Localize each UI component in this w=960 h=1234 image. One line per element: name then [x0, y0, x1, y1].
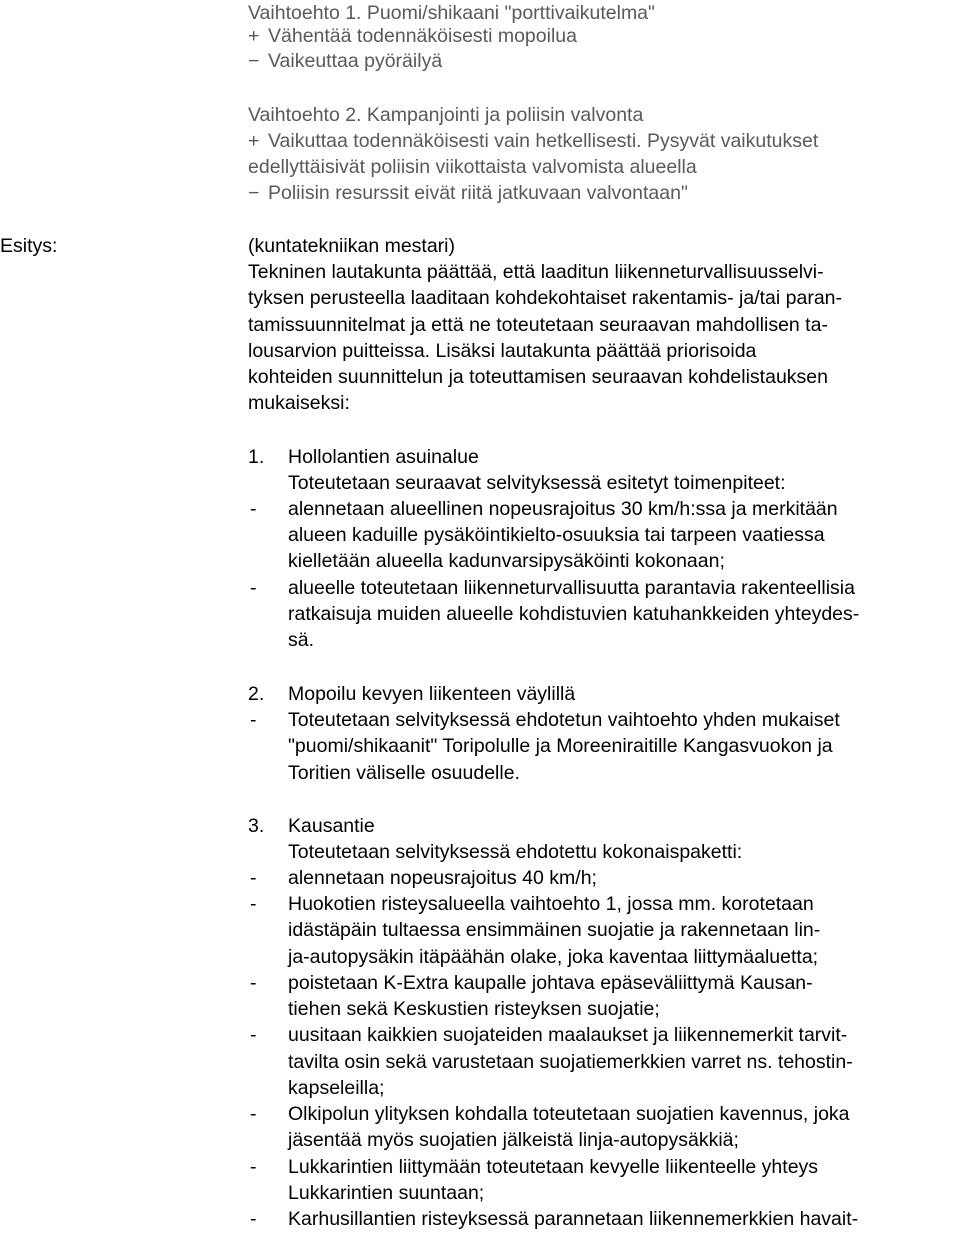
bullet-dash: -	[250, 1024, 257, 1046]
minus-icon: −	[248, 182, 260, 204]
bullet-line: Toteutetaan selvityksessä ehdotetun vaihtoehto yhden mukaiset	[288, 709, 840, 731]
item-title: Mopoilu kevyen liikenteen väylillä	[288, 683, 576, 705]
minus-icon: −	[248, 50, 260, 72]
option1-pro: + Vähentää todennäköisesti mopoilua	[248, 23, 577, 49]
bullet-line: tavilta osin sekä varustetaan suojatiemerkkien varret ns. tehostin-	[288, 1051, 853, 1073]
option2-pro: + Vaikuttaa todennäköisesti vain hetkellisesti. Pysyvät vaikutukset	[248, 128, 818, 154]
bullet-line: jäsentää myös suojatien jälkeistä linja-autopysäkkiä;	[288, 1129, 739, 1151]
bullet-line: uusitaan kaikkien suojateiden maalaukset ja liikennemerkit tarvit-	[288, 1024, 848, 1046]
bullet-line: sä.	[288, 629, 315, 651]
presenter: (kuntatekniikan mestari)	[248, 235, 455, 257]
bullet-line: kapseleilla;	[288, 1077, 385, 1099]
bullet-line: alueen kaduille pysäköintikielto-osuuksia tai tarpeen vaatiessa	[288, 524, 825, 546]
bullet-dash: -	[250, 577, 257, 599]
bullet-line: Lukkarintien suuntaan;	[288, 1182, 485, 1204]
bullet-line: Olkipolun ylityksen kohdalla toteutetaan suojatien kavennus, joka	[288, 1103, 850, 1125]
proposal-text-line: tyksen perusteella laaditaan kohdekohtaiset rakentamis- ja/tai paran-	[248, 287, 843, 309]
item-title: Kausantie	[288, 815, 375, 837]
bullet-dash: -	[250, 1103, 257, 1125]
item-number: 1.	[248, 446, 265, 468]
bullet-dash: -	[250, 972, 257, 994]
bullet-dash: -	[250, 867, 257, 889]
bullet-line: kielletään alueella kadunvarsipysäköinti kokonaan;	[288, 550, 725, 572]
option1-heading: Vaihtoehto 1. Puomi/shikaani "porttivaikutelma"	[248, 2, 655, 24]
proposal-text-line: lousarvion puitteissa. Lisäksi lautakunta päättää priorisoida	[248, 340, 757, 362]
plus-icon: +	[248, 25, 260, 47]
bullet-line: Huokotien risteysalueella vaihtoehto 1, jossa mm. korotetaan	[288, 893, 814, 915]
bullet-line: alennetaan alueellinen nopeusrajoitus 30 km/h:ssa ja merkitään	[288, 498, 838, 520]
bullet-line: Toritien väliselle osuudelle.	[288, 762, 520, 784]
item-intro: Toteutetaan selvityksessä ehdotettu kokonaispaketti:	[288, 841, 743, 863]
bullet-dash: -	[250, 1208, 257, 1230]
proposal-text-line: mukaiseksi:	[248, 392, 350, 414]
option2-heading: Vaihtoehto 2. Kampanjointi ja poliisin valvonta	[248, 104, 644, 126]
bullet-line: Lukkarintien liittymään toteutetaan kevyelle liikenteelle yhteys	[288, 1156, 819, 1178]
bullet-line: ja-autopysäkin itäpäähän olake, joka kaventaa liittymäaluetta;	[288, 946, 819, 968]
item-number: 2.	[248, 683, 265, 705]
item-number: 3.	[248, 815, 265, 837]
bullet-dash: -	[250, 1156, 257, 1178]
proposal-text-line: kohteiden suunnittelun ja toteuttamisen seuraavan kohdelistauksen	[248, 366, 828, 388]
plus-icon: +	[248, 130, 260, 152]
bullet-line: "puomi/shikaanit" Toripolulle ja Moreeniraitille Kangasvuokon ja	[288, 735, 833, 757]
bullet-line: tiehen sekä Keskustien risteyksen suojatie;	[288, 998, 660, 1020]
bullet-dash: -	[250, 709, 257, 731]
bullet-dash: -	[250, 498, 257, 520]
option2-pro-cont: edellyttäisivät poliisin viikottaista valvomista alueella	[248, 156, 697, 178]
bullet-line: Karhusillantien risteyksessä parannetaan liikennemerkkien havait-	[288, 1208, 859, 1230]
proposal-label: Esitys:	[0, 235, 58, 257]
bullet-line: ratkaisuja muiden alueelle kohdistuvien katuhankkeiden yhteydes-	[288, 603, 860, 625]
bullet-line: alennetaan nopeusrajoitus 40 km/h;	[288, 867, 597, 889]
option1-con: − Vaikeuttaa pyöräilyä	[248, 48, 442, 74]
proposal-text-line: Tekninen lautakunta päättää, että laaditun liikenneturvallisuusselvi-	[248, 261, 824, 283]
bullet-dash: -	[250, 893, 257, 915]
bullet-line: alueelle toteutetaan liikenneturvallisuutta parantavia rakenteellisia	[288, 577, 855, 599]
option2-con: − Poliisin resurssit eivät riitä jatkuvaan valvontaan"	[248, 180, 688, 206]
bullet-line: idästäpäin tultaessa ensimmäinen suojatie ja rakennetaan lin-	[288, 919, 821, 941]
item-intro: Toteutetaan seuraavat selvityksessä esitetyt toimenpiteet:	[288, 472, 786, 494]
proposal-text-line: tamissuunnitelmat ja että ne toteutetaan seuraavan mahdollisen ta-	[248, 314, 828, 336]
item-title: Hollolantien asuinalue	[288, 446, 479, 468]
bullet-line: poistetaan K-Extra kaupalle johtava epäseväliittymä Kausan-	[288, 972, 813, 994]
